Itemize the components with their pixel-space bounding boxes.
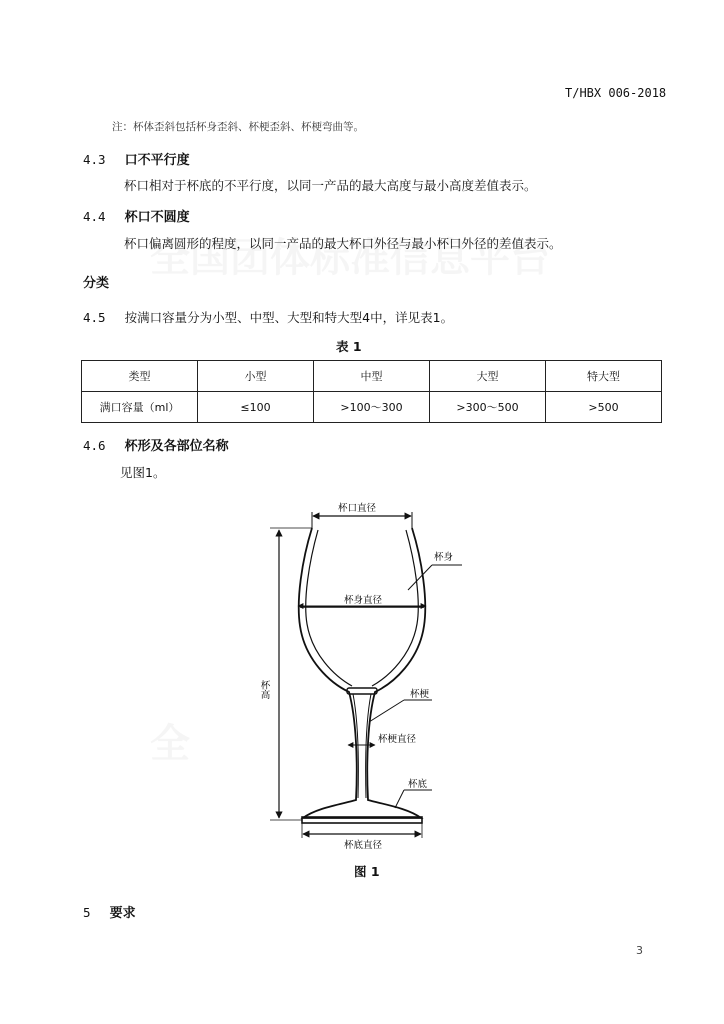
body-diameter-label: 杯身直径: [344, 595, 383, 606]
mouth-diameter-label: 杯口直径: [338, 503, 377, 514]
table-header-cell: 特大型: [546, 361, 662, 392]
table-header-cell: 中型: [314, 361, 430, 392]
base-label: 杯底: [408, 779, 428, 790]
section-title: 口不平行度: [124, 153, 190, 168]
section-4-6-text: 见图1。: [120, 465, 166, 480]
table-header-cell: 小型: [198, 361, 314, 392]
base-diameter-label: 杯底直径: [344, 840, 383, 851]
table-cell: >300～500: [430, 392, 546, 423]
note-text: 注：杯体歪斜包括杯身歪斜、杯梗歪斜、杯梗弯曲等。: [112, 121, 364, 133]
page-number: 3: [636, 944, 643, 957]
section-5-heading: [83, 902, 136, 921]
body-label: 杯身: [434, 552, 454, 563]
standard-code: T/HBX 006-2018: [565, 86, 667, 100]
section-title: 要求: [109, 906, 136, 921]
table-cell: >100～300: [314, 392, 430, 423]
section-4-5-text: 按满口容量分为小型、中型、大型和特大型4中，详见表1。: [124, 310, 454, 325]
section-number: 5: [83, 905, 91, 920]
base-leader: [395, 790, 404, 808]
glass-body-outline: [299, 528, 426, 818]
section-number: 4.3: [83, 152, 106, 167]
stem-collar: [347, 688, 377, 694]
table-caption: 表 1: [336, 339, 362, 354]
table-cell: ≤100: [198, 392, 314, 423]
section-4-4-text: 杯口偏离圆形的程度，以同一产品的最大杯口外径与最小杯口外径的差值表示。: [124, 236, 562, 251]
classification-heading: 分类: [83, 276, 110, 291]
section-4-3-text: 杯口相对于杯底的不平行度，以同一产品的最大高度与最小高度差值表示。: [124, 178, 537, 193]
section-number: 4.6: [83, 438, 106, 453]
section-number: 4.4: [83, 209, 106, 224]
body-leader: [408, 565, 432, 590]
section-title: 杯口不圆度: [124, 210, 190, 225]
table-cell: 满口容量（ml）: [82, 392, 198, 423]
stem-label: 杯梗: [410, 689, 430, 700]
table-cell: >500: [546, 392, 662, 423]
section-title: 杯形及各部位名称: [124, 439, 229, 454]
stem-leader: [369, 700, 404, 722]
table-header-cell: 大型: [430, 361, 546, 392]
height-label: 杯高: [258, 680, 270, 699]
stem-diameter-label: 杯梗直径: [378, 734, 417, 745]
table-header-cell: 类型: [82, 361, 198, 392]
glass-inner-outline: [306, 530, 419, 686]
figure-caption: 图 1: [354, 864, 380, 879]
section-number: 4.5: [83, 310, 106, 325]
